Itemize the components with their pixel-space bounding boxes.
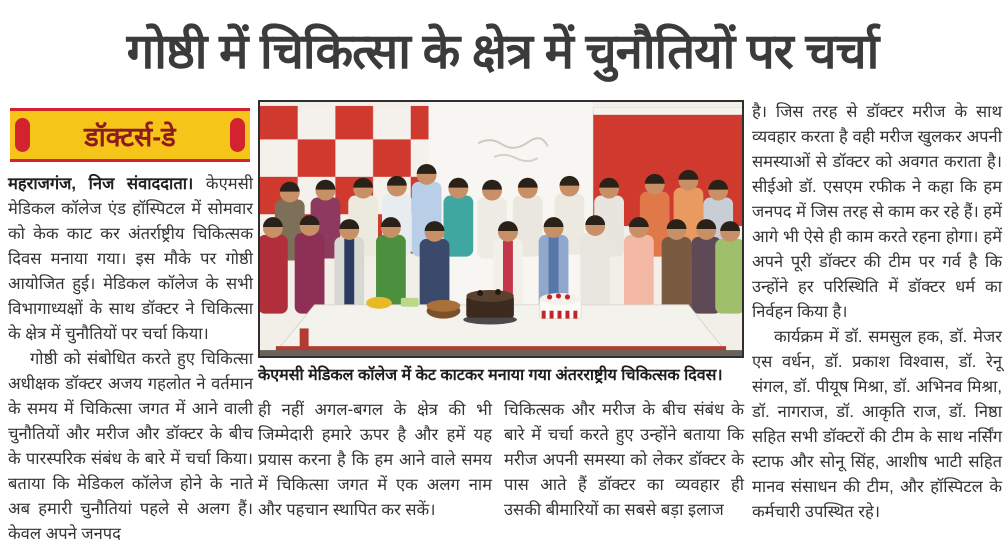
middle-right-column	[504, 398, 744, 523]
left-paragraph-1	[8, 172, 253, 347]
right-column	[752, 100, 1002, 525]
article-headline: गोष्ठी में चिकित्सा के क्षेत्र में चुनौतियों पर चर्चा	[126, 25, 879, 79]
right-paragraph-1: है। जिस तरह से डॉक्टर मरीज के साथ व्यवहार करता है वही मरीज खुलकर अपनी समस्याओं से डॉक्टर को अवगत कराता है। सीईओ डॉ. एसएम रफीक ने कहा कि हम जनपद में जिस तरह से काम कर रहे हैं। हमें आगे भी ऐसे ही काम करते रहना होगा। हमें अपने पूरी डॉक्टर की टीम पर गर्व है कि उन्होंने हर परिस्थिति में डॉक्टर धर्म का निर्वहन किया है।	[752, 103, 1002, 321]
middle-right-paragraph: चिकित्सक और मरीज के बीच संबंध के बारे में चर्चा करते हुए उन्होंने बताया कि मरीज अपनी समस्या को लेकर डॉक्टर के पास आते हैं डॉक्टर का व्यवहार ही उसकी बीमारियों का सबसे बड़ा इलाज	[504, 401, 744, 519]
badge-right-bar	[230, 118, 245, 152]
left-column	[8, 172, 253, 547]
left-paragraph-2: गोष्ठी को संबोधित करते हुए चिकित्सा अधीक्षक डॉक्टर अजय गहलोत ने वर्तमान के समय में चिकित्सा जगत में आने वाली चुनौतियों और मरीज और डॉक्टर के बीच के पारस्परिक संबंध के बारे में चर्चा किया। बताया कि मेडिकल कॉलेज होने के नाते अब हमारी चुनौतियां पहले से अलग हैं। केवल अपने जनपद	[8, 350, 253, 543]
photo-caption: केएमसी मेडिकल कॉलेज में केट काटकर मनाया गया अंतरराष्ट्रीय चिकित्सक दिवस।	[258, 367, 723, 384]
badge-label: डॉक्टर्स-डे	[84, 121, 176, 152]
badge-left-bar	[15, 118, 30, 152]
group-photo-svg	[260, 102, 742, 356]
middle-left-column	[258, 398, 492, 523]
right-paragraph-2: कार्यक्रम में डॉ. समसुल हक, डॉ. मेजर एस वर्धन, डॉ. प्रकाश विश्वास, डॉ. रेनू संगल, डॉ. पीयूष मिश्रा, डॉ. अभिनव मिश्रा, डॉ. नागराज, डॉ. आकृति राज, डॉ. निष्ठा सहित सभी डॉक्टरों की टीम के साथ नर्सिंग स्टाफ और सोनू सिंह, आशीष भाटी सहित मानव संसाधन की टीम, और हॉस्पिटल के कर्मचारी उपस्थित रहे।	[752, 328, 1002, 521]
middle-left-paragraph: ही नहीं अगल-बगल के क्षेत्र की भी जिम्मेदारी हमारे ऊपर है और हमें यह प्रयास करना है कि हम आने वाले समय में चिकित्सा जगत में एक अलग नाम और पहचान स्थापित कर सकें।	[258, 401, 492, 519]
group-photo-image	[258, 100, 744, 358]
dateline: महराजगंज, निज संवाददाता।	[8, 175, 194, 193]
left-paragraph-1-text: केएमसी मेडिकल कॉलेज एंड हॉस्पिटल में सोमवार को केक काट कर अंतर्राष्ट्रीय चिकित्सक दिवस मनाया गया। इस मौके पर गोष्ठी आयोजित हुई। मेडिकल कॉलेज के सभी विभागाध्यक्षों के साथ डॉक्टर ने चिकित्सा के क्षेत्र में चुनौतियों पर चर्चा किया।	[8, 175, 253, 343]
doctors-day-badge	[10, 108, 250, 162]
